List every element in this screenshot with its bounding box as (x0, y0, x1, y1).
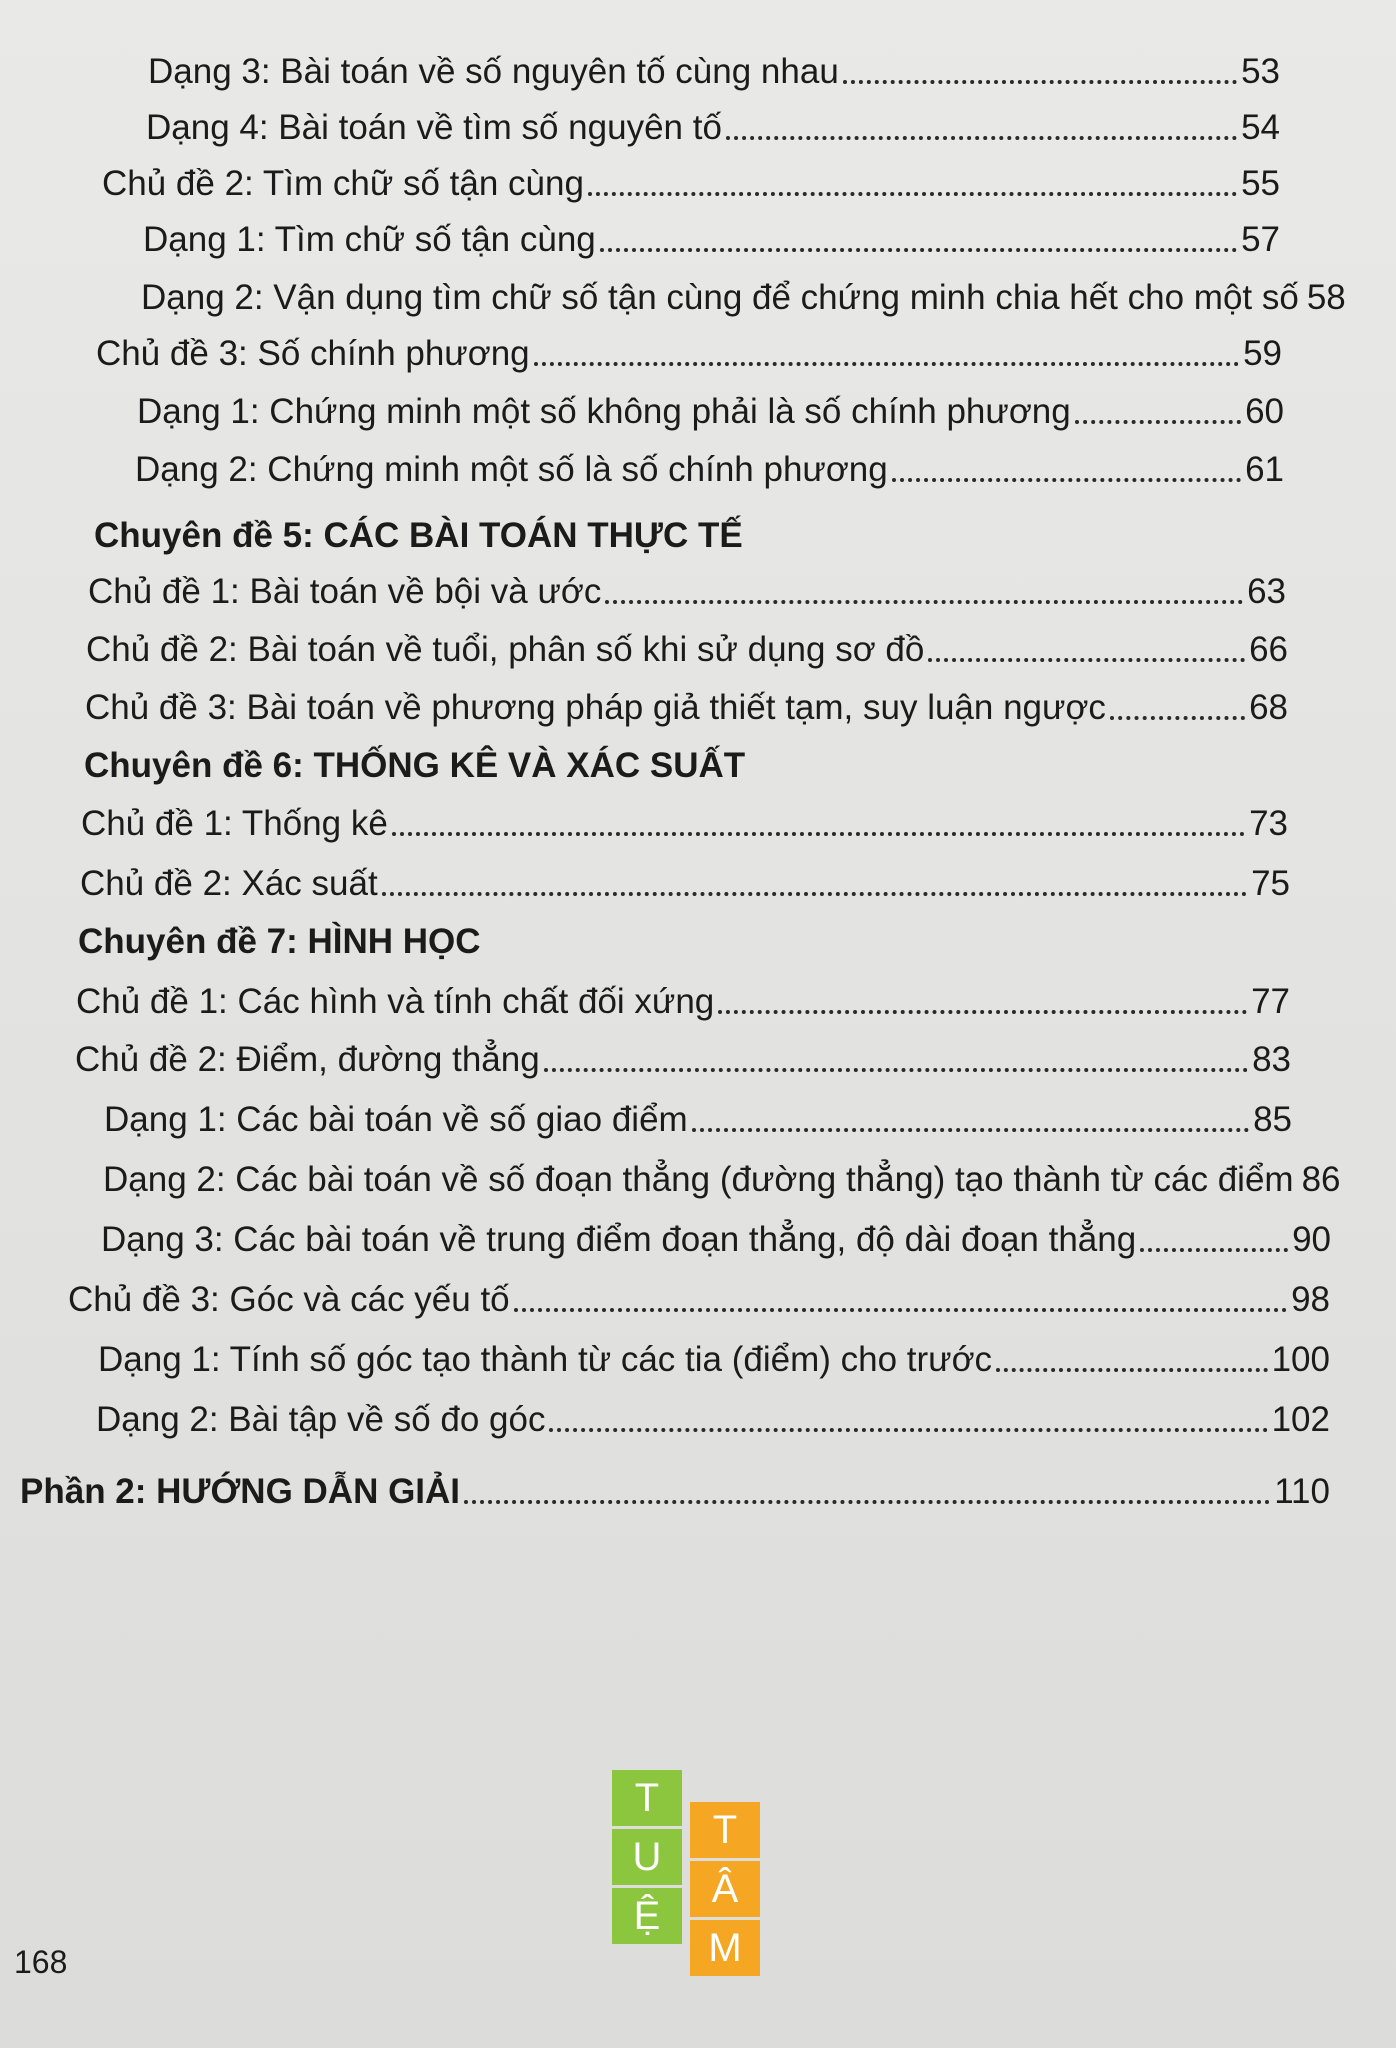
logo-letter: Ệ (612, 1888, 682, 1944)
section-heading: Chuyên đề 6: THỐNG KÊ VÀ XÁC SUẤT (84, 746, 746, 785)
toc-entry-page: 73 (1249, 804, 1288, 843)
toc-entry-title: Dạng 1: Các bài toán về số giao điểm (104, 1100, 688, 1139)
dot-leader (892, 478, 1241, 482)
toc-entry-page: 83 (1252, 1040, 1291, 1079)
toc-entry (135, 448, 1284, 492)
toc-entry-title: Chủ đề 3: Góc và các yếu tố (68, 1280, 510, 1319)
logo-column-right (690, 1802, 760, 1979)
toc-entry-title: Dạng 3: Các bài toán về trung điểm đoạn thẳng, độ dài đoạn thẳng (101, 1220, 1137, 1259)
toc-entry-title: Dạng 2: Các bài toán về số đoạn thẳng (đường thẳng) tạo thành từ các điểm (103, 1160, 1294, 1199)
toc-entry (76, 980, 1290, 1024)
toc-entry-page: 100 (1271, 1340, 1330, 1379)
dot-leader (464, 1500, 1270, 1504)
logo-letter: U (612, 1829, 682, 1885)
publisher-logo (612, 1740, 760, 1972)
toc-entry (68, 1278, 1330, 1322)
toc-entry (104, 1098, 1292, 1142)
toc-entry (98, 1338, 1330, 1382)
section-heading: Chuyên đề 7: HÌNH HỌC (78, 922, 481, 961)
toc-entry-title: Chủ đề 3: Bài toán về phương pháp giả thiết tạm, suy luận ngược (85, 688, 1106, 727)
dot-leader (534, 362, 1239, 366)
dot-leader (514, 1308, 1287, 1312)
toc-entry-page: 63 (1247, 572, 1286, 611)
toc-entry (80, 862, 1290, 906)
toc-entry-title: Dạng 3: Bài toán về số nguyên tố cùng nhau (148, 52, 839, 91)
toc-entry (96, 332, 1282, 376)
toc-entry-title: Chủ đề 2: Bài toán về tuổi, phân số khi sử dụng sơ đồ (86, 630, 925, 669)
toc-entry-page: 53 (1241, 52, 1280, 91)
toc-entry-page: 61 (1245, 450, 1284, 489)
toc-entry (102, 162, 1280, 206)
dot-leader (996, 1368, 1268, 1372)
toc-entry (146, 106, 1280, 150)
toc-entry (101, 1218, 1331, 1262)
toc-entry-title: Chủ đề 1: Các hình và tính chất đối xứng (76, 982, 715, 1021)
toc-entry-title: Dạng 4: Bài toán về tìm số nguyên tố (146, 108, 722, 147)
toc-entry-title: Chủ đề 2: Tìm chữ số tận cùng (102, 164, 584, 203)
toc-entry-part (20, 1470, 1330, 1514)
toc-entry-page: 59 (1243, 334, 1282, 373)
dot-leader (1110, 716, 1245, 720)
toc-entry-title: Chủ đề 1: Thống kê (81, 804, 388, 843)
toc-entry (88, 570, 1286, 614)
dot-leader (588, 192, 1237, 196)
toc-entry-page: 54 (1241, 108, 1280, 147)
dot-leader (1075, 420, 1241, 424)
logo-letter: M (690, 1920, 760, 1976)
toc-entry (148, 50, 1280, 94)
toc-entry-page: 58 (1306, 278, 1346, 317)
toc-entry (141, 276, 1346, 320)
dot-leader (928, 658, 1245, 662)
toc-entry-title: Dạng 2: Chứng minh một số là số chính phương (135, 450, 888, 489)
logo-column-left (612, 1770, 682, 1947)
toc-entry (137, 390, 1284, 434)
toc-entry-title: Dạng 1: Chứng minh một số không phải là số chính phương (137, 392, 1071, 431)
page-number: 168 (14, 1944, 68, 1980)
toc-entry-page: 66 (1249, 630, 1288, 669)
toc-entry-title: Chủ đề 3: Số chính phương (96, 334, 530, 373)
toc-entry-title: Chủ đề 2: Điểm, đường thẳng (75, 1040, 540, 1079)
toc-entry-page: 85 (1253, 1100, 1292, 1139)
dot-leader (392, 832, 1245, 836)
toc-entry-page: 77 (1251, 982, 1290, 1021)
dot-leader (843, 80, 1237, 84)
toc-entry (143, 218, 1280, 262)
toc-entry-title: Phần 2: HƯỚNG DẪN GIẢI (20, 1472, 461, 1511)
toc-entry-title: Dạng 2: Bài tập về số đo góc (96, 1400, 546, 1439)
dot-leader (692, 1128, 1249, 1132)
toc-entry (81, 802, 1288, 846)
toc-entry-page: 55 (1241, 164, 1280, 203)
toc-entry-page: 57 (1241, 220, 1280, 259)
logo-letter: Â (690, 1861, 760, 1917)
dot-leader (1140, 1248, 1288, 1252)
section-heading: Chuyên đề 5: CÁC BÀI TOÁN THỰC TẾ (94, 516, 743, 555)
toc-entry-page: 110 (1274, 1472, 1330, 1511)
toc-entry (85, 686, 1288, 730)
toc-entry-page: 86 (1301, 1160, 1341, 1199)
toc-entry-title: Chủ đề 1: Bài toán về bội và ước (88, 572, 602, 611)
toc-entry-title: Dạng 1: Tính số góc tạo thành từ các tia (điểm) cho trước (98, 1340, 993, 1379)
logo-letter: T (612, 1770, 682, 1826)
toc-entry (86, 628, 1288, 672)
toc-entry-page: 98 (1291, 1280, 1330, 1319)
dot-leader (726, 136, 1237, 140)
toc-entry-page: 90 (1292, 1220, 1331, 1259)
toc-entry-title: Chủ đề 2: Xác suất (80, 864, 378, 903)
toc-entry-page: 68 (1249, 688, 1288, 727)
toc-entry-page: 75 (1251, 864, 1290, 903)
toc-entry-title: Dạng 1: Tìm chữ số tận cùng (143, 220, 596, 259)
toc-entry (96, 1398, 1330, 1442)
dot-leader (600, 248, 1237, 252)
toc-entry (103, 1158, 1341, 1202)
logo-letter: T (690, 1802, 760, 1858)
dot-leader (718, 1010, 1247, 1014)
toc-entry-page: 102 (1271, 1400, 1330, 1439)
dot-leader (549, 1428, 1267, 1432)
dot-leader (544, 1068, 1248, 1072)
toc-entry-page: 60 (1245, 392, 1284, 431)
dot-leader (605, 600, 1243, 604)
toc-entry (75, 1038, 1291, 1082)
dot-leader (382, 892, 1247, 896)
toc-entry-title: Dạng 2: Vận dụng tìm chữ số tận cùng để chứng minh chia hết cho một số (141, 278, 1299, 317)
